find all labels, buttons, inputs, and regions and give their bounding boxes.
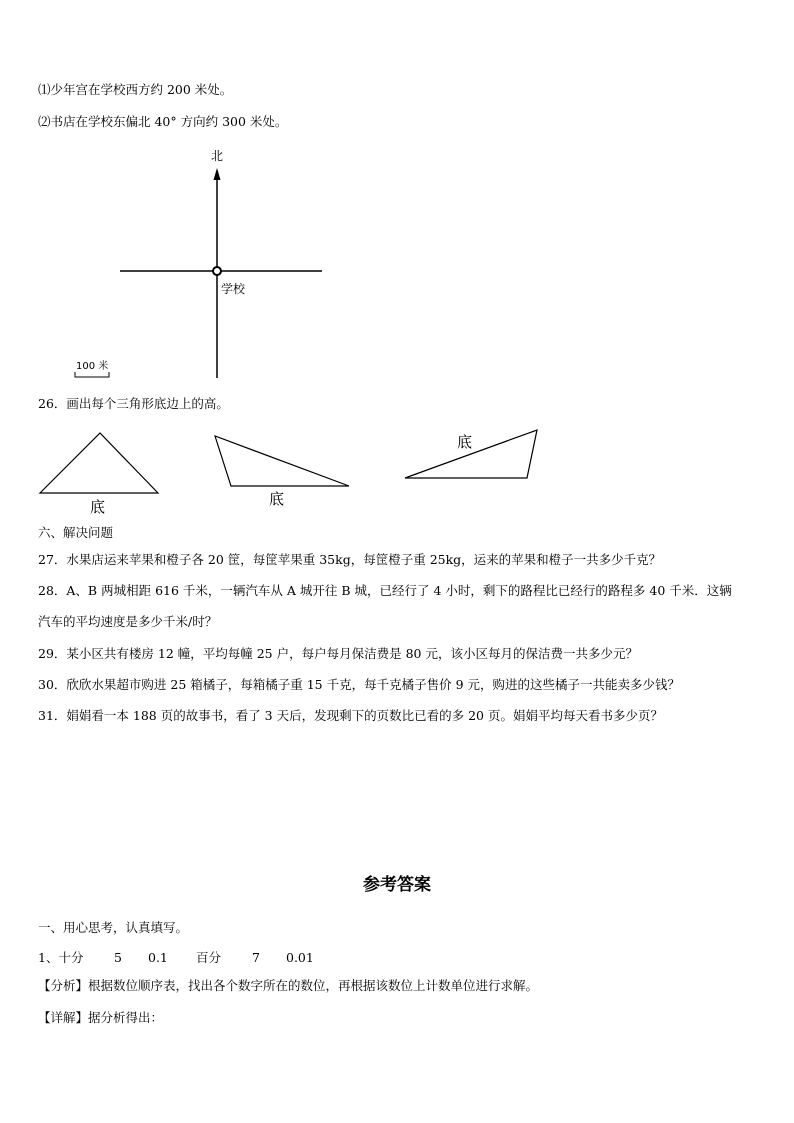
answer-cell: 0.01 — [286, 950, 314, 965]
triangle-1 — [40, 433, 158, 493]
answer-cell: 百分 — [196, 950, 222, 965]
answer-cell: 0.1 — [148, 950, 168, 965]
answers-title: 参考答案 — [363, 875, 431, 895]
school-point — [213, 267, 221, 275]
question-30-text: 30．欣欣水果超市购进 25 箱橘子，每箱橘子重 15 千克，每千克橘子售价 9 元，购进的这些橘子一共能卖多少钱？ — [38, 677, 681, 692]
compass-diagram — [75, 149, 322, 378]
scale-bar — [75, 372, 109, 377]
triangle-2 — [215, 436, 349, 486]
question-28-text: 28．A、B 两城相距 616 千米，一辆汽车从 A 城开往 B 城，已经行了 4 小时，剩下的路程比已经行的路程多 40 千米．这辆 — [38, 583, 732, 598]
scale-label: 100 米 — [76, 361, 109, 372]
question-31-text: 31．娟娟看一本 188 页的故事书，看了 3 天后，发现剩下的页数比已看的多 20 页。娟娟平均每天看书多少页？ — [38, 708, 663, 723]
question-27-text: 27．水果店运来苹果和橙子各 20 筐，每筐苹果重 35kg，每筐橙子重 25kg，运来的苹果和橙子一共多少千克？ — [38, 552, 662, 567]
question-28-text-continued: 汽车的平均速度是多少千米/时？ — [38, 614, 218, 629]
answer-cell: 7 — [252, 950, 260, 965]
question-29-text: 29．某小区共有楼房 12 幢，平均每幢 25 户，每户每月保洁费是 80 元，该小区每月的保洁费一共多少元？ — [38, 646, 638, 661]
analysis-text: 【分析】根据数位顺序表，找出各个数字所在的数位，再根据该数位上计数单位进行求解。 — [38, 978, 539, 993]
school-label: 学校 — [221, 282, 246, 296]
answer-row-1 — [38, 948, 326, 966]
triangle-2-base-label: 底 — [269, 490, 285, 508]
answers-section-1-heading: 一、用心思考，认真填写。 — [38, 920, 189, 935]
question-2-text: ⑵书店在学校东偏北 40° 方向约 300 米处。 — [38, 114, 288, 129]
question-1-text: ⑴少年宫在学校西方约 200 米处。 — [38, 82, 233, 97]
section-6-heading: 六、解决问题 — [38, 525, 114, 540]
answer-cell: 1、十分 — [38, 950, 84, 965]
triangle-3-base-label: 底 — [457, 433, 473, 451]
question-26-text: 26．画出每个三角形底边上的高。 — [38, 396, 229, 411]
north-arrow-icon — [214, 168, 221, 180]
triangles — [40, 430, 537, 516]
north-label: 北 — [211, 149, 224, 163]
answer-cell: 5 — [114, 950, 122, 965]
triangle-1-base-label: 底 — [90, 498, 106, 516]
detail-text: 【详解】据分析得出： — [38, 1010, 164, 1025]
